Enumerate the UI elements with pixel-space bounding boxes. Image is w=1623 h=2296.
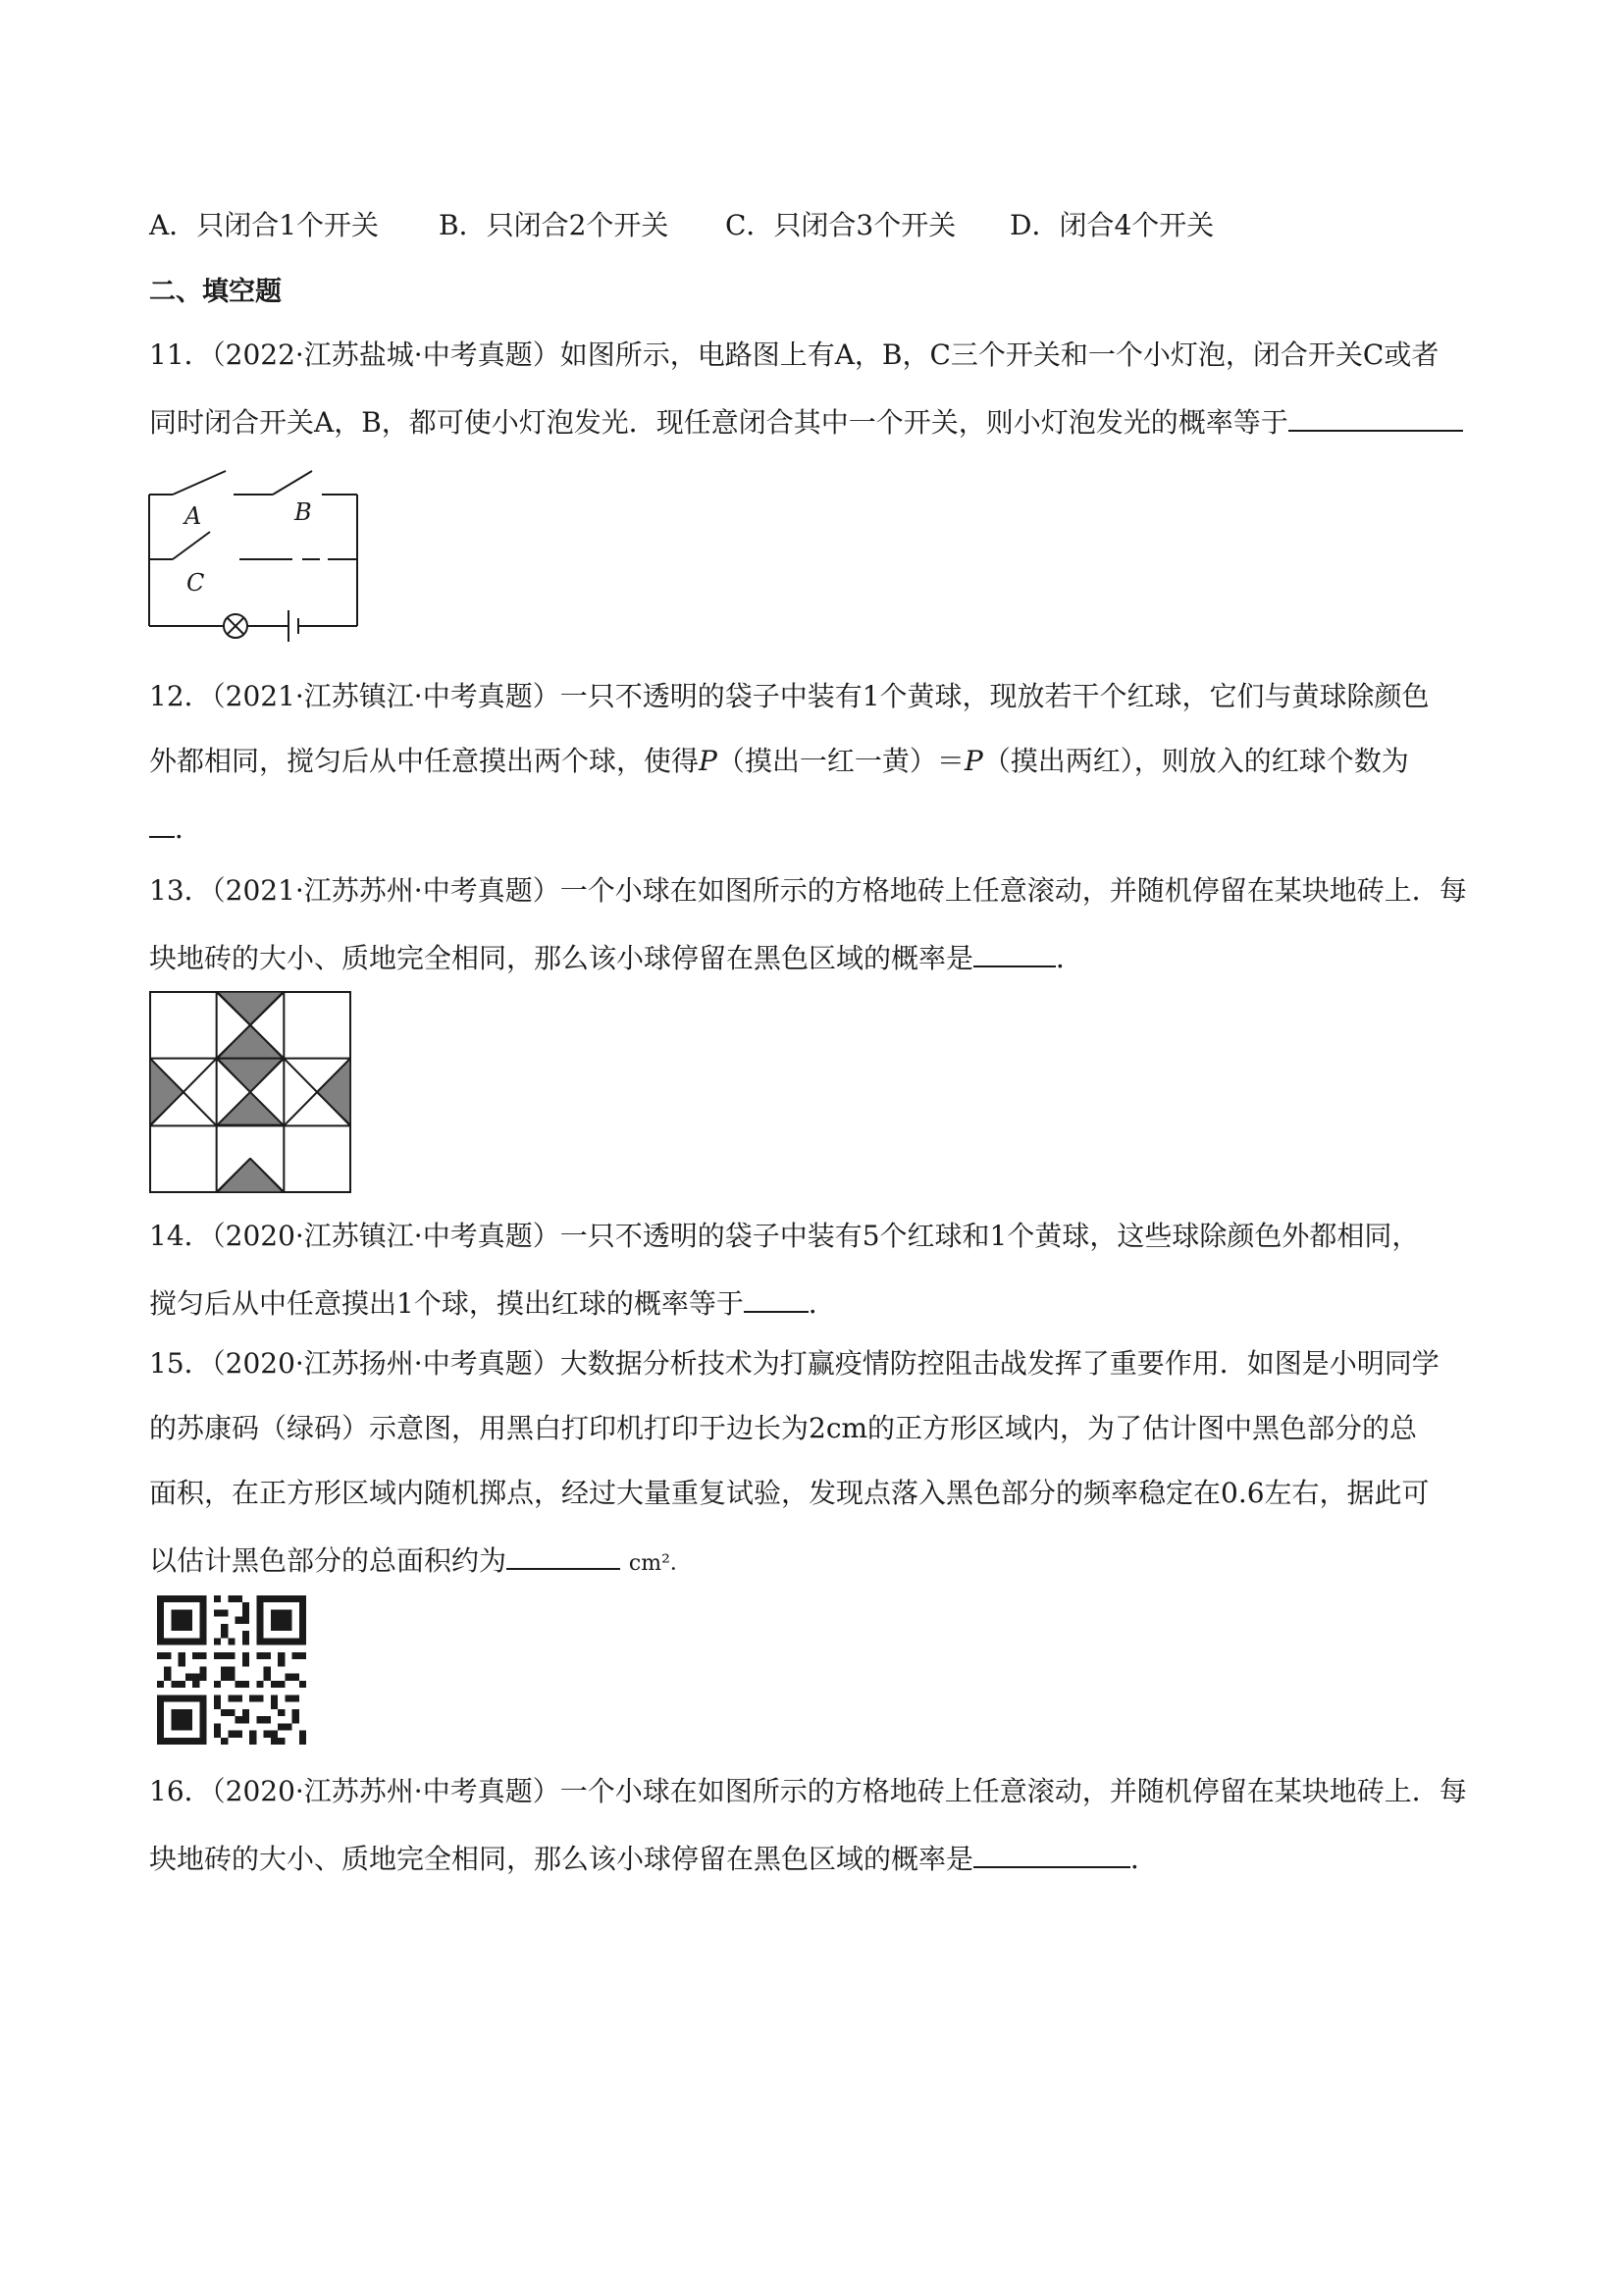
q15-line-3: 面积，在正方形区域内随机掷点，经过大量重复试验，发现点落入黑色部分的频率稳定在0.6左右，据此可	[149, 1477, 1430, 1509]
tile-grid-figure	[149, 991, 351, 1193]
q15-line-4	[149, 1539, 692, 1584]
q11-answer-blank	[1288, 400, 1463, 432]
q15-line-1: 15．（2020·江苏扬州·中考真题）大数据分析技术为打赢疫情防控阻击战发挥了重要作用．如图是小明同学	[149, 1347, 1440, 1380]
q16-line-2	[149, 1837, 1158, 1879]
choice-a: A．只闭合1个开关	[149, 209, 380, 241]
q11-line-2	[149, 400, 1463, 443]
q12-line-2	[149, 742, 1409, 781]
q15-line-2: 的苏康码（绿码）示意图，用黑白打印机打印于边长为2cm的正方形区域内，为了估计图中黑色部分的总	[149, 1412, 1418, 1444]
label-c: C	[186, 569, 205, 597]
section-title: 二、填空题	[149, 277, 282, 307]
q15-answer-blank	[506, 1539, 620, 1570]
q11-line-1: 11．（2022·江苏盐城·中考真题）如图所示，电路图上有A，B，C三个开关和一个小灯泡，闭合开关C或者	[149, 339, 1440, 371]
q13-line-1: 13．（2021·江苏苏州·中考真题）一个小球在如图所示的方格地砖上任意滚动，并随机停留在某块地砖上．每	[149, 874, 1467, 907]
q15-unit: cm²．	[628, 1551, 692, 1576]
q12-answer-blank	[149, 807, 175, 838]
switch-a	[173, 471, 226, 495]
q12-p-symbol-2: P	[964, 745, 983, 777]
q16-end: ．	[1130, 1843, 1159, 1875]
q16-answer-blank	[973, 1837, 1130, 1868]
switch-c	[173, 532, 210, 559]
q16-text: 块地砖的大小、质地完全相同，那么该小球停留在黑色区域的概率是	[149, 1843, 974, 1875]
label-a: A	[184, 502, 202, 530]
q13-end: ．	[1056, 942, 1084, 974]
choice-row	[149, 206, 1214, 245]
q14-text: 搅匀后从中任意摸出1个球，摸出红球的概率等于	[149, 1287, 744, 1320]
q13-line-2	[149, 936, 1083, 978]
qr-code-image	[157, 1595, 306, 1745]
q12-text-b: （摸出一红一黄）＝	[716, 745, 965, 777]
q15-text: 以估计黑色部分的总面积约为	[149, 1544, 507, 1577]
q13-text: 块地砖的大小、质地完全相同，那么该小球停留在黑色区域的概率是	[149, 942, 974, 974]
choice-d: D．闭合4个开关	[1010, 209, 1215, 241]
switch-b	[273, 471, 312, 495]
q14-line-2	[149, 1281, 836, 1324]
q12-text-a: 外都相同，搅匀后从中任意摸出两个球，使得	[149, 745, 700, 777]
circuit-diagram	[145, 461, 371, 643]
q13-answer-blank	[973, 936, 1056, 967]
q11-text: 同时闭合开关A，B，都可使小灯泡发光．现任意闭合其中一个开关，则小灯泡发光的概率等于	[149, 406, 1288, 439]
q12-line-3	[149, 807, 202, 849]
q14-line-1: 14．（2020·江苏镇江·中考真题）一只不透明的袋子中装有5个红球和1个黄球，这些球除颜色外都相同，	[149, 1220, 1420, 1252]
q12-end: ．	[175, 812, 203, 845]
q12-line-1: 12．（2021·江苏镇江·中考真题）一只不透明的袋子中装有1个黄球，现放若干个红球，它们与黄球除颜色	[149, 680, 1430, 712]
q16-line-1: 16．（2020·江苏苏州·中考真题）一个小球在如图所示的方格地砖上任意滚动，并随机停留在某块地砖上．每	[149, 1775, 1467, 1807]
label-b: B	[294, 498, 312, 526]
q14-end: ．	[808, 1287, 836, 1320]
q12-p-symbol-1: P	[699, 745, 717, 777]
choice-c: C．只闭合3个开关	[725, 209, 957, 241]
q14-answer-blank	[744, 1281, 809, 1313]
q12-text-c: （摸出两红），则放入的红球个数为	[982, 745, 1409, 777]
choice-b: B．只闭合2个开关	[439, 209, 669, 241]
